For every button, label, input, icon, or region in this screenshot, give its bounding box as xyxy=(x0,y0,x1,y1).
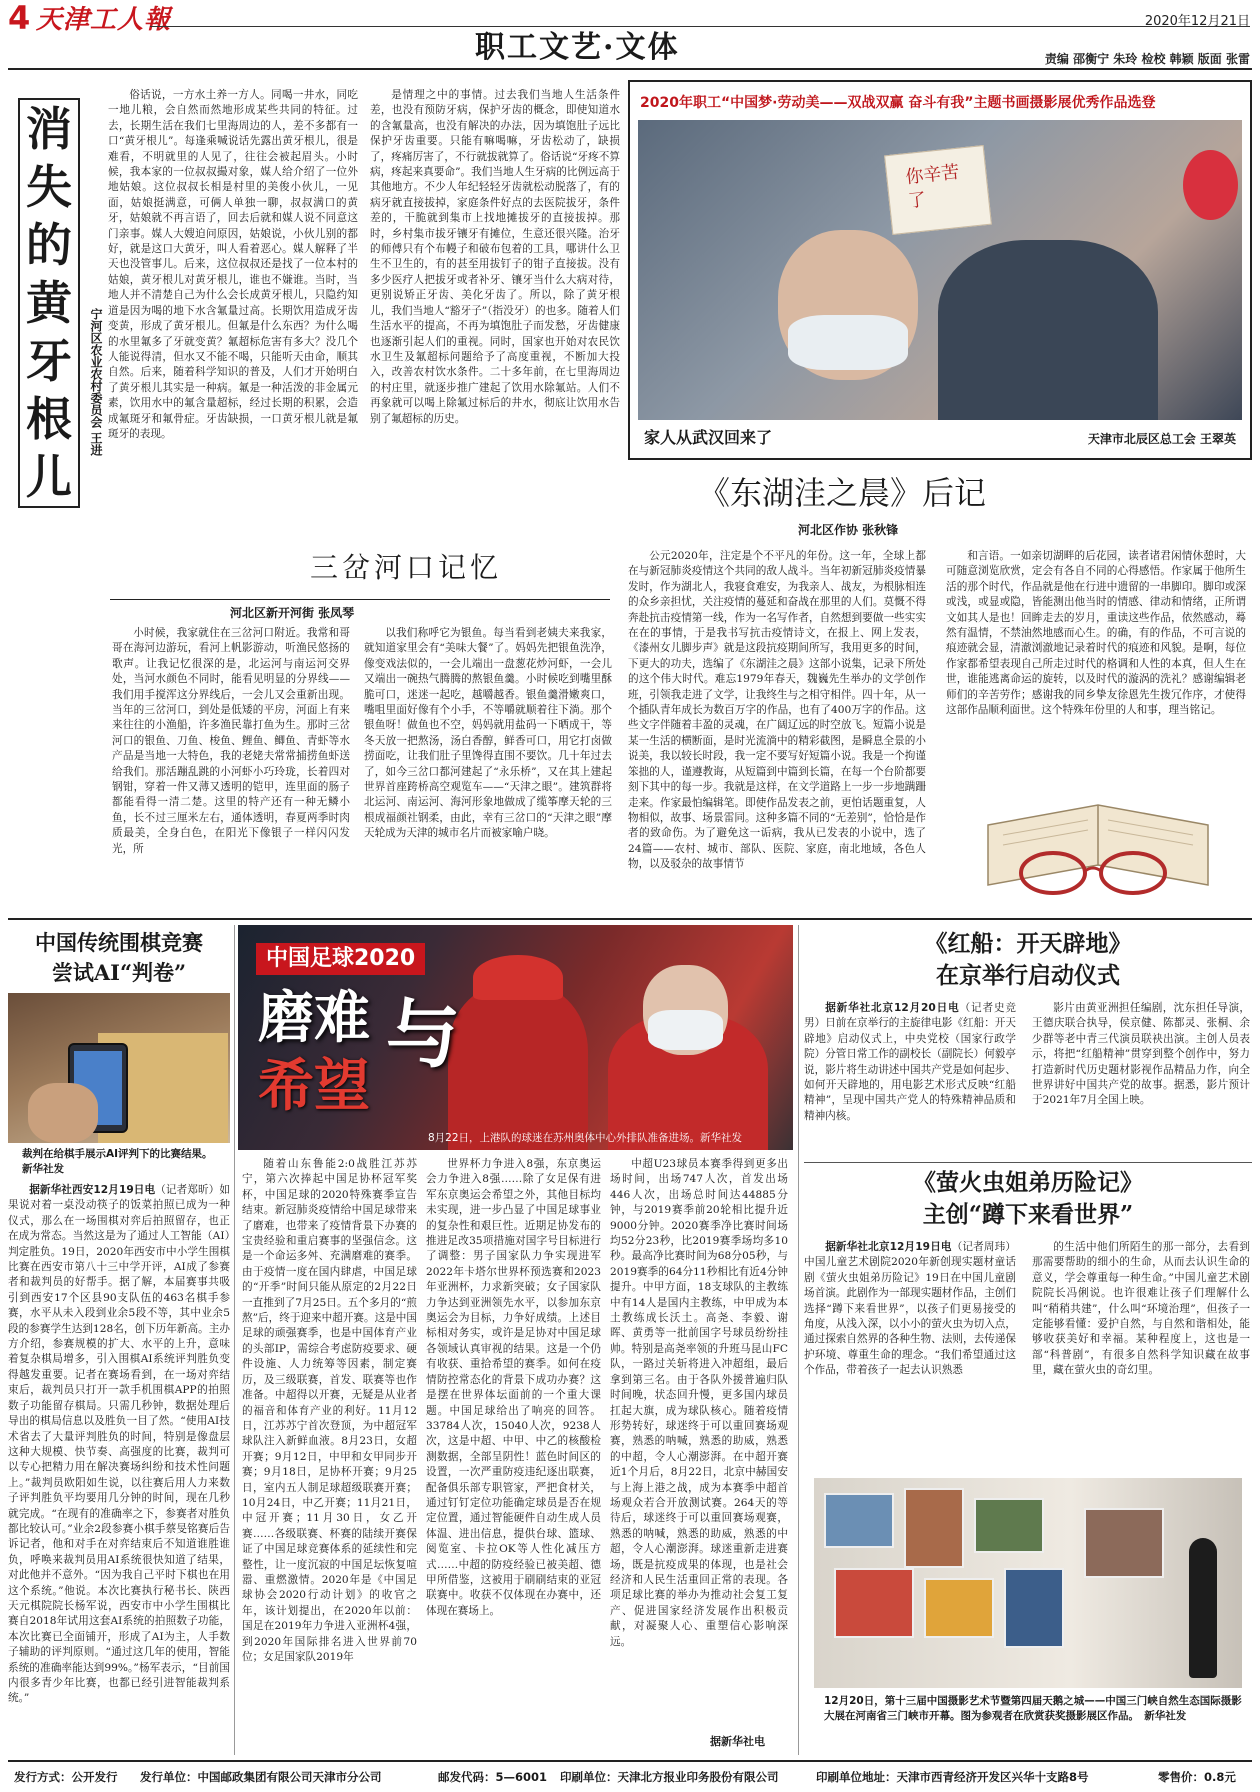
title-char: 牙 xyxy=(26,334,72,388)
article-title-line2: 尝试AI“判卷” xyxy=(51,960,187,985)
article-title-line1: 《萤火虫姐弟历险记》 xyxy=(913,1169,1143,1196)
article-body-col2: 世界杯力争进入8强，东京奥运会力争进入8强……除了女足保有进军东京奥运会希望之外，其他目标均未实现，进一步凸显了中国足球事业的复杂性和艰巨性。近期足协发布的推进足改35项措施对国字号目标进行了调整：男子国家队力争实现进军2022年卡塔尔世界杯预选赛和2023年亚洲杯，力求新突破；女子国家队力争达到亚洲领先水平，以参加东京奥运会为目标，力争好成绩。上述目标相对务实，或许是足协对中国足球各领域认真审视的结果。这是一个仍有收获、重拾希望的赛季。如何在疫情防控常态化的背景下成功办赛？这是摆在世界体坛面前的一个重大课题。中国足球给出了响亮的回答。33784人次，15040人次，9238人次，这是中超、中甲、中乙的核酸检测数据，全部呈阴性！蓝色时间区的设置，一次严重防疫违纪逐出联赛，配备俱乐部专职管家，严把食材关，通过钉钉定位功能确定球员是否在规定位置，通过智能硬件自动生成人员体温、进出信息，提供台球、篮球、阅览室、卡拉OK等人性化减压方式……中超的防疫经验已被美超、德甲所借鉴，这被用于刷刷结束的亚冠联赛中。收获不仅体现在办赛中，还体现在赛场上。 xyxy=(426,1158,601,1617)
article-body-col1 xyxy=(804,1240,1016,1472)
exhibit-photo-frame xyxy=(974,1498,1044,1553)
paper-name-logo: 天津工人報 xyxy=(36,5,172,35)
page-number: 4 xyxy=(8,0,31,37)
photo-fans-masks xyxy=(238,925,793,1150)
editor-credits: 责编 邵衡宁 朱玲 检校 韩颖 版面 张雷 xyxy=(1044,52,1250,66)
exhibit-photo-frame xyxy=(924,1578,994,1638)
visitor-silhouette xyxy=(1189,1538,1217,1678)
article-yellow-teeth xyxy=(8,78,623,540)
article-body-col1 xyxy=(804,1001,1016,1153)
article-body-col2: 是情理之中的事情。过去我们当地人生活条件差，也没有预防牙病，保护牙齿的概念，即使知道水的含氟量高，也没有解决的办法，因为填饱肚子远比保护牙齿重要。只能有嘛喝嘛，牙齿松动了，缺损了，疼痛厉害了，不行就拔就算了。俗话说“牙疼不算病，疼起来真要命”。我们当地人生牙病的比例远高于其他地方。不少人年纪轻轻牙齿就松动脱落了，有的病牙就直接拔掉，家庭条件好点的去医院拔牙，条件差的，干脆就到集市上找地摊拔牙的直接拔掉。那时，乡村集市拔牙镶牙有摊位，生意还很兴隆。治牙的师傅只有个布幔子和破布包着的工具，哪讲什么卫生不卫生的，有的甚至用拔钉子的钳子直接拔。没有多少医疗人把拔牙或者补牙、镶牙当什么大病对待，更别说矫正牙齿、美化牙齿了。所以，除了黄牙根儿，我们当地人“豁牙子”（指没牙）的也多。随着人们生活水平的提高，不再为填饱肚子而发愁，牙齿健康也逐渐引起人们的重视。同时，国家也开始对农民饮水卫生及氟超标问题给予了高度重视，不断加大投入，改善农村饮水条件。二十多年前，在七里海周边的村庄里，就逐步推广建起了饮用水除氟站。人们不再象就可以喝上除氟过标后的井水，彻底让饮用水告别了氟超标的历史。 xyxy=(370,89,620,425)
article-text: （记者史竞男）日前在京举行的主旋律电影《红船：开天辟地》启动仪式上，中央党校（国家行政学院）分管日常工作的副校长（副院长）何毅亭说，影片将生动讲述中国共产党是如何起步、如何开天辟地的，用电影艺术形式反映“红船精神”，呈现中国共产党人的特殊精神品质和精神内核。 xyxy=(804,1002,1016,1122)
title-char: 黄 xyxy=(26,276,72,330)
article-byline: 宁河区农业农村委员会 王进 xyxy=(89,308,103,457)
title-char: 失 xyxy=(26,160,72,214)
article-firefly xyxy=(804,1168,1252,1758)
article-credit: 据新华社电 xyxy=(710,1735,765,1748)
exhibit-photo-frame xyxy=(1084,1508,1164,1578)
footer-distributor: 发行单位：中国邮政集团有限公司天津市分公司 xyxy=(140,1770,382,1784)
article-title: 三岔河口记忆 xyxy=(310,551,503,584)
article-body-col1: 小时候，我家就住在三岔河口附近。我常和哥哥在海河边游玩，看河上帆影游动，听渔民悠扬的歌声。让我记忆很深的是，北运河与南运河交界处，当河水颜色不同时，能看见明显的分界线——我们用手搅浑这分界线后，一会儿又会重新出现。当年的三岔河口，到处是低矮的平房，河面上有来来往往的小渔船，许多渔民靠打鱼为生。那时三岔河口的银鱼、刀鱼、梭鱼、鲤鱼、鲫鱼、青虾等水产品是当地一大特色，我的老姥夫常常捕捞鱼虾送给我们。那活蹦乱跳的小河虾小巧玲珑，长着四对钢钳，穿着一件又薄又透明的铠甲，连里面的肠子都能看得一清二楚。这里的特产还有一种无鳞小鱼，长不过三厘米左右，通体透明，春夏两季时肉质最美，全身白色，在阳光下像银子一样闪闪发光，所 xyxy=(112,627,350,855)
article-title-line1: 《红船：开天辟地》 xyxy=(924,930,1132,957)
footer-price: 零售价：0.8元 xyxy=(1158,1770,1236,1784)
article-donghuwa xyxy=(628,465,1252,910)
sign-board xyxy=(884,145,992,235)
title-char: 根 xyxy=(26,392,72,446)
photo-hug xyxy=(638,120,1242,420)
article-football-2020 xyxy=(238,925,793,1755)
exhibit-photo-frame xyxy=(834,1568,914,1638)
article-title: 《东湖洼之晨》后记 xyxy=(698,474,987,512)
article-title-line1: 中国传统围棋竞赛 xyxy=(35,930,203,955)
sign-text: 你辛苦了 xyxy=(904,161,961,213)
article-body-col2: 以我们称呼它为银鱼。每当看到老姨夫来我家，就知道家里会有“美味大餐”了。妈妈先把银鱼洗净，像变戏法似的，一会儿端出一盘葱花炒河虾，一会儿又端出一碗热气腾腾的熬银鱼羹。小时候吃到嘴里酥脆可口，迷迷一起吃，越嚼越香。银鱼羹滑嫩爽口，嘴咀里面好像有个小手，不等嚼就顺着往下淌。那个银鱼呀！做鱼也不空，妈妈就用盐码一下晒成干，等冬天放一把熬汤，汤白香醇，鲜香可口，用它打卤做捞面吃，让我们肚子里馋得直围不要饮。几十年过去了，如今三岔口都河建起了“永乐桥”，又在其上建起世界首座跨桥高空观览车——“天津之眼”。建筑群将北运河、南运河、海河形象地做成了缆筝摩天轮的三根成福颜社钢柔，由此，幸有三岔口的“天津之眼”摩天轮成为天津的城市名片而被家喻户晓。 xyxy=(364,627,612,840)
article-go-ai xyxy=(8,925,230,1755)
banner-chinese-football: 中国足球2020 xyxy=(256,943,425,975)
photo-caption: 裁判在给棋手展示AI评判下的比赛结果。 新华社发 xyxy=(22,1148,218,1175)
hand xyxy=(28,1083,98,1143)
footer-postal-code: 邮发代码：5—6001 xyxy=(438,1770,548,1784)
headline-connector: 与 xyxy=(386,992,460,1078)
article-body-col3: 中超U23球员本赛季得到更多出场时间，出场747人次，首发出场446人次，出场总时间达44885分钟，与2019赛季前20轮相比提升近9000分钟。2020赛季净比赛时间场均52分23秒，比2019赛季场均多10秒。最高净比赛时间为68分05秒，与2019赛季的64分11秒相比有近4分钟提升。中甲方面，18支球队的主教练中有14人是国内主教练，中甲成为本土教练成长沃土。高尧、李毅、谢晖、黄勇等一批前国字号球员纷纷挂帅。特别是高尧率领的升班马昆山FC队，一路过关斩将进入冲超组，最后拿到第三名。由于各队外援普遍归队时间晚，状态回升慢，更多国内球员扛起大旗，成为球队核心。随着疫情形势转好，球迷终于可以重回赛场观赛，熟悉的呐喊，熟悉的助威，熟悉的中超，令人心潮澎湃。在中超开赛近1个月后，8月22日，北京中赫国安与上海上港之战，成为本赛季中超首场观众若合开放测试赛。264天的等待后，球迷终于可以重回赛场观赛，熟悉的呐喊，熟悉的助威，熟悉的中超，令人心潮澎湃。球迷重新走进赛场，既是抗疫成果的体现，也是社会经济和人民生活重回正常的表现。各项足球比赛的举办为推动社会复工复产、促进国家经济发展作出积极贡献，对凝聚人心、重塑信心影响深远。 xyxy=(610,1158,788,1648)
footer-printer: 印刷单位：天津北方报业印务股份有限公司 xyxy=(560,1770,779,1784)
photo-caption: 12月20日，第十三届中国摄影艺术节暨第四届天鹅之城——中国三门峡自然生态国际摄影大展在河南省三门峡市开幕。图为参观者在欣赏获奖摄影展区作品。 新华社发 xyxy=(824,1695,1242,1722)
fan-right-mask xyxy=(648,1010,723,1050)
masthead xyxy=(0,0,1260,70)
book-glasses-illustration xyxy=(958,765,1238,905)
red-balloon-icon xyxy=(1183,150,1238,220)
title-char: 消 xyxy=(26,102,72,156)
article-text: （记者郑昕）如果说对着一桌没动筷子的饭菜拍照已成为一种仪式，那么在一场围棋对弈后拍照留存，也正在成为常态。当然这是为了通过人工智能（AI）判定胜负。19日，2020年西安市中小学生围棋比赛在西安市第八十三中学开评，AI成了参赛者和裁判员的好帮手。据了解，本届赛事共吸引到西安17个区县90支队伍的463名棋手参赛，水平从未入段到业余5段不等，其中业余5段的参赛学生达到128名，创下历年新高。主办方介绍，参赛规模的扩大、水平的上升，意味着复杂棋局增多，引入围棋AI系统评判胜负变得越发重要。记者在赛场看到，在一场对弈结束后，裁判员只打开一款手机围棋APP的拍照数子功能留存棋局。只需几秒钟，数据处理后导出的棋局信息以及胜负一目了然。“使用AI技术省去了大量评判胜负的时间，特别是像盘层这种大规模、快节奏、高强度的比赛，裁判可以专心把精力用在解决赛场纠纷和技术性问题上。”裁判员欧阳如生说，以往赛后用人力来数子评判胜负平均要用几分钟的时间，现在几秒就完成。“在现有的准确率之下，参赛者对胜负都比较认可。”业余2段参赛小棋手蔡旻铭赛后告诉记者，他和对手在对弈结束后不知道谁胜谁负，呼唤来裁判员用AI系统很快知道了结果，对此他并不意外。“因为我自己平时下棋也在用这个系统。”他说。本次比赛执行秘书长、陕西天元棋院院长杨军说，西安市中小学生围棋比赛自2018年试用这套AI系统的拍照数子功能，本次比赛已全面铺开，形成了AI为主，人手数子辅助的评判原则。“通过这几年的使用，智能系统的准确率能达到99%。”杨军表示，“目前国内很多青少年比赛，也都已经引进智能裁判系统。” xyxy=(8,1184,230,1705)
hugging-person-back xyxy=(938,240,1158,420)
article-title-line2: 在京举行启动仪式 xyxy=(936,962,1120,989)
article-byline: 河北区作协 张秋锋 xyxy=(798,523,899,537)
issue-date: 2020年12月21日 xyxy=(1144,14,1250,29)
photo-exhibition xyxy=(814,1478,1242,1688)
article-title-vertical xyxy=(18,98,80,508)
article-sanchahekou xyxy=(100,540,620,915)
article-body-col1: 随着山东鲁能2:0战胜江苏苏宁，第六次捧起中国足协杯冠军奖杯，中国足球的2020特殊赛季宣告结束。新冠肺炎疫情给中国足球带来了磨难，也带来了疫情背景下办赛的宝贵经验和重启赛事的坚强信念。这是一个命运多舛、充满磨难的赛季。由于疫情一度在国内肆虐，中国足球的“开季”时间只能从原定的2月22日一直推到了7月25日。五个多月的“煎熬”后，终于迎来中超开赛。这是中国足球的顽强赛季，也是中国体育产业的头部IP，需综合考虑防疫要求、硬件设施、人力统筹等因素，制定赛历，及三级联赛，首发、联赛等也作准备。中超得以开赛，无疑是从业者的福音和体育产业的利好。11月12日，江苏苏宁首次登顶，为中超冠军球队注入新鲜血液。8月23日，女超开赛；9月12日，中甲和女甲同步开赛；9月18日，足协杯开赛；9月25日，室内五人制足球超级联赛开赛；10月24日，中乙开赛；11月21日，中冠开赛；11月30日，女乙开赛……各级联赛、杯赛的陆续开赛保证了中国足球竞赛体系的延续性和完整性，让一度沉寂的中国足坛恢复喧嚣、重燃激情。2020年是《中国足球协会2020行动计划》的收官之年，该计划提出，在2020年以前：国足在2019年力争进入亚洲杯4强，到2020年国际排名进入世界前70位；女足国家队2019年 xyxy=(242,1158,417,1663)
article-red-boat xyxy=(804,925,1252,1155)
headline-sub: 希望 xyxy=(258,1053,370,1119)
article-body xyxy=(8,1183,230,1753)
dateline: 据新华社北京12月20日电 xyxy=(825,1002,960,1014)
article-body-col2: 影片由黄亚洲担任编剧，沈东担任导演，王德庆联合执导，侯京健、陈都灵、张桐、余少群等老中青三代演员联袂出演。主创人员表示，将把“红船精神”贯穿到整个创作中，努力打造新时代历史题材影视作品精品力作，向全世界讲好中国共产党的故事。据悉，影片预计于2021年7月全国上映。 xyxy=(1032,1002,1250,1107)
article-body-col2: 的生活中他们所陌生的那一部分，去看到那需要帮助的细小的生命，从而去认识生命的意义，学会尊重每一种生命。”中国儿童艺术剧院院长冯俐说。也许很难让孩子们理解什么叫“稍稍共建”，什么叫“环境治理”，但孩子一定能够看懂：爱护自然，与自然和谐相处，能够收获美好和幸福。某种程度上，这也是一部“科普剧”，有很多自然科学知识藏在故事里，藏在萤火虫的奇幻里。 xyxy=(1032,1241,1250,1377)
exhibit-photo-frame xyxy=(1004,1568,1064,1648)
face-mask xyxy=(788,315,908,370)
section-title: 职工文艺·文体 xyxy=(475,30,680,65)
photo-credit: 天津市北辰区总工会 王翠英 xyxy=(1087,432,1236,446)
fan-left-cap xyxy=(473,955,563,1000)
exhibit-photo-frame xyxy=(904,1488,964,1568)
article-text: （记者周玮）中国儿童艺术剧院2020年新创现实题材童话剧《萤火虫姐弟历险记》19日在中国儿童剧场首演。此剧作为一部现实题材作品，主创们选择“蹲下来看世界”，以孩子们更易接受的角度，从浅入深，以小小的萤火虫为切入点，通过探索自然界的各种生物、法则，去传递保护环境、尊重生命的理念。“我们希望通过这个作品，带着孩子一起去认识熟悉 xyxy=(804,1241,1016,1377)
dateline: 据新华社北京12月19日电 xyxy=(825,1241,952,1253)
headline-main: 磨难 xyxy=(258,985,370,1051)
photo-go-phone xyxy=(8,993,230,1143)
footer-printer-address: 印刷单位地址：天津市西青经济开发区兴华十支路8号 xyxy=(816,1770,1089,1784)
dateline: 据新华社西安12月19日电 xyxy=(29,1184,156,1196)
fan-left-body xyxy=(448,985,588,1150)
article-body-col1: 公元2020年，注定是个不平凡的年份。这一年，全球上都在与新冠肺炎疫情这个共同的敌人战斗。当年初新冠肺炎疫情暴发时，作为湖北人，我寝食难安，为我亲人、战友，为根脉相连的众乡亲担忧，关注疫情的蔓延和奋战在那里的人们。莫慨不得奔赴抗击疫情第一线，作为一名写作者，自然想到要做一些实实在在的事情，于是我书写抗击疫情诗文，在报上、网上发表，《漆州女儿脚步声》就是这段抗疫期间所写，我用更多的时间，下更大的功夫，选编了《东湖洼之晨》这部小说集，记录下所处的这个伟大时代。难忘1979年春天，魏巍先生举办的文学创作班，引领我走进了文学，让我终生与之相守相伴。四十年，从一个插队青年成长为数百万字的作品，也有了400万字的作品。这些文字伴随着丰盈的灵魂，在广阔辽远的时空放飞。短篇小说是某一生活的横断面，是时光流淌中的精彩截图，是瞬息全景的小说美，我以较长时段，我一定不要写好短篇小说。我是一个拘谨笨拙的人，谨遵教诲，从短篇到中篇到长篇，在每一个台阶都要刻下其中的每一步。我就是这样，在文学道路上一步一步地蹒跚走来。作家最怕编辑笔。即使作品发表之前，更怕话题重复，人物相似，故事、场景雷同。这种多篇不同的“无差别”，恰恰是作者的致命伤。为了避免这一诟病，我从已发表的小说中，选了24篇——农村、城市、部队、医院、家庭，南北地域，各色人物，以及驳杂的故事情节 xyxy=(628,550,926,871)
footer-issue-method: 发行方式：公开发行 xyxy=(14,1770,118,1784)
article-title-box xyxy=(110,540,610,600)
photo-banner: 2020年职工“中国梦·劳动美——双战双赢 奋斗有我”主题书画摄影展优秀作品选登 xyxy=(640,90,1240,116)
title-char: 的 xyxy=(26,218,72,272)
article-title-line2: 主创“蹲下来看世界” xyxy=(922,1201,1134,1228)
article-body-col1: 俗话说，一方水土养一方人。同喝一井水，同吃一地儿粮，会自然而然地形成某些共同的特征。过去，长期生活在我们七里海周边的人，差不多都有一口“黄牙根儿”。每逢乘喊说话先露出黄牙根儿，很是难看，不明就里的人见了，往往会被起眉头。小时候，我本家的一位叔叔撮对象，媒人给介绍了一位外地姑娘。这位叔叔长相是村里的美俊小伙儿，一见面，姑娘挺满意，可俩人单独一聊，叔叔满口的黄牙，姑娘就不再言语了，回去后就和媒人说不同意这门亲事。媒人大嫂迫问原因，姑娘说，小伙儿别的都好，就是这口大黄牙，叫人看着恶心。媒人解释了半天也没管事儿。后来，这位叔叔还是找了一位本村的姑娘，黄牙根儿对黄牙根儿，谁也不嫌谁。当时，当地人并不清楚自己为什么会长成黄牙根儿，只隐约知道是因为喝的地下水含氟量过高。长期饮用造成牙齿变黄，形成了黄牙根儿。但氟是什么东西？为什么喝的水里氟多了牙就变黄？氟超标危害有多大？没几个人能说得清，但水又不能不喝，只能听天由命，顺其自然。后来，随着科学知识的普及，人们才开始明白了黄牙根儿其实是一种病。氟是一种活泼的非金属元素，饮用水中的氟含量超标，经过长期的积累，会造成氟斑牙和氟骨症。牙齿缺损，一口黄牙根儿就是氟斑牙的表现。 xyxy=(108,89,358,440)
article-body-col2: 和言语。一如亲切湖畔的后花园，读者诸君闲情休憩时，大可随意浏览欣赏，定会有各自不同的心得感悟。作家属于他所生活的那个时代，作品就是他在行进中遗留的一串脚印。脚印或深或浅，或显或隐，皆能测出他当时的情感、律动和情绪，正所谓文如其人是也！回眸走去的岁月，重读这些作品，依然感动，蓦然有温情，不禁油然地感而心生。的确，有的作品，不可言说的痕迹就会显，清澈浏澈地记录着时代的痕迹和风貌。是啊，每位作家都希望表现自己所走过时代的格调和人性的本真，但人生在世，谁能逃离命运的旋转，以及时代的漩涡的洗礼？感谢编辑老师们的辛苦劳作；感谢我的同乡挚友徐恩先生拨冗作序，才使得这部作品顺利面世。这个特殊年份里的人和事，理当铭记。 xyxy=(946,550,1246,717)
title-char: 儿 xyxy=(26,450,72,504)
exhibit-photo-frame xyxy=(824,1493,894,1548)
photo-caption-main: 家人从武汉回来了 xyxy=(644,428,773,447)
article-byline: 河北区新开河街 张凤琴 xyxy=(230,606,355,620)
photo-caption: 8月22日，上港队的球迷在苏州奥体中心外排队准备进场。新华社发 xyxy=(428,1132,743,1144)
photo-feature-wuhan xyxy=(628,80,1252,460)
footer xyxy=(8,1766,1252,1788)
